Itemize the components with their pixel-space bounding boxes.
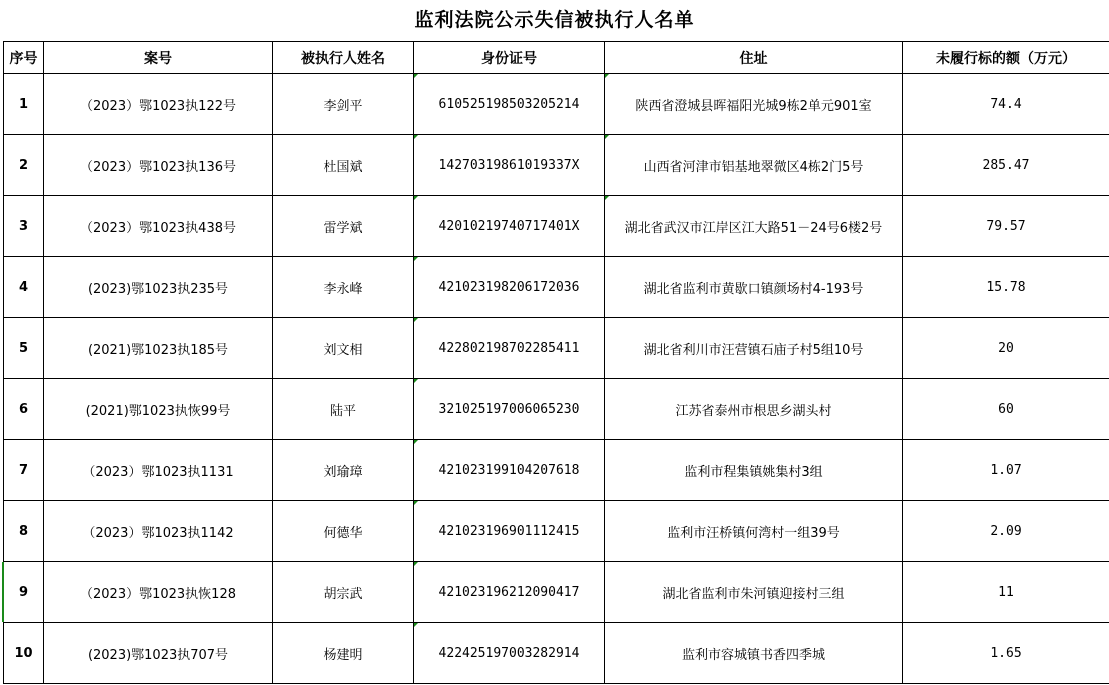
cell-address[interactable]: 监利市汪桥镇何湾村一组39号: [605, 501, 903, 562]
cell-id[interactable]: 14270319861019337X: [414, 135, 605, 196]
cell-amount[interactable]: 74.4: [903, 74, 1109, 135]
cell-id[interactable]: 421023196901112415: [414, 501, 605, 562]
cell-amount[interactable]: 79.57: [903, 196, 1109, 257]
cell-amount[interactable]: 1.07: [903, 440, 1109, 501]
table-row: [4, 440, 1109, 501]
cell-id[interactable]: 421023199104207618: [414, 440, 605, 501]
table-row: [4, 318, 1109, 379]
table-row: [4, 501, 1109, 562]
cell-name[interactable]: 刘瑜璋: [273, 440, 414, 501]
cell-no[interactable]: 1: [4, 74, 44, 135]
cell-name[interactable]: 李永峰: [273, 257, 414, 318]
cell-amount[interactable]: 60: [903, 379, 1109, 440]
cell-no[interactable]: 7: [4, 440, 44, 501]
cell-case[interactable]: (2021)鄂1023执185号: [44, 318, 273, 379]
cell-case[interactable]: （2023）鄂1023执1142: [44, 501, 273, 562]
cell-id[interactable]: 422425197003282914: [414, 623, 605, 684]
table-row: [4, 379, 1109, 440]
cell-no[interactable]: 8: [4, 501, 44, 562]
cell-id[interactable]: 421023196212090417: [414, 562, 605, 623]
cell-address[interactable]: 湖北省武汉市江岸区江大路51－24号6楼2号: [605, 196, 903, 257]
cell-address[interactable]: 湖北省监利市黄歇口镇颜场村4-193号: [605, 257, 903, 318]
cell-address[interactable]: 监利市容城镇书香四季城: [605, 623, 903, 684]
table-row: [4, 135, 1109, 196]
cell-no[interactable]: 9: [4, 562, 44, 623]
header-case[interactable]: 案号: [44, 42, 273, 74]
defaulter-table: [3, 41, 1109, 684]
header-row: [4, 42, 1109, 74]
cell-address[interactable]: 湖北省监利市朱河镇迎接村三组: [605, 562, 903, 623]
cell-no[interactable]: 2: [4, 135, 44, 196]
selection-edge-marker: [2, 562, 4, 622]
cell-case[interactable]: （2023）鄂1023执438号: [44, 196, 273, 257]
cell-case[interactable]: （2023）鄂1023执恢128: [44, 562, 273, 623]
table-row: [4, 257, 1109, 318]
cell-name[interactable]: 胡宗武: [273, 562, 414, 623]
cell-id[interactable]: 610525198503205214: [414, 74, 605, 135]
cell-case[interactable]: (2023)鄂1023执707号: [44, 623, 273, 684]
cell-amount[interactable]: 285.47: [903, 135, 1109, 196]
header-no[interactable]: 序号: [4, 42, 44, 74]
header-address[interactable]: 住址: [605, 42, 903, 74]
cell-name[interactable]: 雷学斌: [273, 196, 414, 257]
cell-no[interactable]: 3: [4, 196, 44, 257]
cell-id[interactable]: 421023198206172036: [414, 257, 605, 318]
cell-amount[interactable]: 15.78: [903, 257, 1109, 318]
sheet-title: 监利法院公示失信被执行人名单: [414, 9, 695, 31]
cell-case[interactable]: (2021)鄂1023执恢99号: [44, 379, 273, 440]
cell-name[interactable]: 杜国斌: [273, 135, 414, 196]
cell-amount[interactable]: 2.09: [903, 501, 1109, 562]
cell-no[interactable]: 4: [4, 257, 44, 318]
cell-no[interactable]: 10: [4, 623, 44, 684]
cell-no[interactable]: 6: [4, 379, 44, 440]
cell-address[interactable]: 湖北省利川市汪营镇石庙子村5组10号: [605, 318, 903, 379]
cell-id[interactable]: 42010219740717401X: [414, 196, 605, 257]
cell-case[interactable]: （2023）鄂1023执122号: [44, 74, 273, 135]
table-row: [4, 74, 1109, 135]
cell-no[interactable]: 5: [4, 318, 44, 379]
cell-name[interactable]: 李剑平: [273, 74, 414, 135]
cell-case[interactable]: (2023)鄂1023执235号: [44, 257, 273, 318]
cell-address[interactable]: 山西省河津市铝基地翠微区4栋2门5号: [605, 135, 903, 196]
table-row: [4, 562, 1109, 623]
header-name[interactable]: 被执行人姓名: [273, 42, 414, 74]
cell-name[interactable]: 何德华: [273, 501, 414, 562]
cell-name[interactable]: 刘文相: [273, 318, 414, 379]
cell-amount[interactable]: 11: [903, 562, 1109, 623]
cell-id[interactable]: 321025197006065230: [414, 379, 605, 440]
cell-address[interactable]: 陕西省澄城县晖福阳光城9栋2单元901室: [605, 74, 903, 135]
cell-address[interactable]: 监利市程集镇姚集村3组: [605, 440, 903, 501]
cell-case[interactable]: （2023）鄂1023执136号: [44, 135, 273, 196]
cell-address[interactable]: 江苏省泰州市根思乡湖头村: [605, 379, 903, 440]
table-row: [4, 623, 1109, 684]
header-amount[interactable]: 未履行标的额（万元）: [903, 42, 1109, 74]
header-id[interactable]: 身份证号: [414, 42, 605, 74]
cell-name[interactable]: 陆平: [273, 379, 414, 440]
cell-case[interactable]: （2023）鄂1023执1131: [44, 440, 273, 501]
cell-amount[interactable]: 1.65: [903, 623, 1109, 684]
cell-id[interactable]: 422802198702285411: [414, 318, 605, 379]
cell-amount[interactable]: 20: [903, 318, 1109, 379]
cell-name[interactable]: 杨建明: [273, 623, 414, 684]
table-row: [4, 196, 1109, 257]
